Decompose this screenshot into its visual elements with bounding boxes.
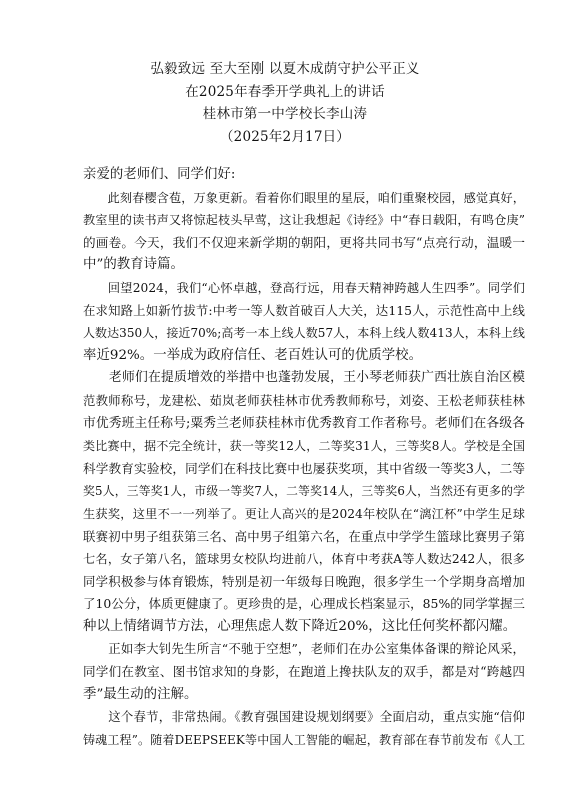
body-line: 中”的教育诗篇。 (83, 257, 184, 273)
body-line: 生获奖，这里不一一列举了。更让人高兴的是2024年校队在“漓江杯”中学生足球 (83, 506, 525, 521)
body-line: 此刻春樱含苞，万象更新。看着你们眼里的星辰，咱们重聚校园，感觉真好， (83, 190, 525, 205)
body-line: 率近92%。一举成为政府信任、老百姓认可的优质学校。 (83, 347, 423, 363)
body-line: 类比赛中，据不完全统计，获一等奖12人，二等奖31人，三等奖8人。学校是全国 (83, 439, 525, 454)
body-line: 这个春节，非常热闹。《教育强国建设规划纲要》全面启动，重点实施“信仰 (83, 709, 525, 725)
body-line: 的画卷。今天，我们不仅迎来新学期的朝阳，更将共同书写“点亮行动，温暖一 (83, 234, 525, 250)
body-line: 季”最生动的注解。 (83, 686, 198, 702)
body-line: 种以上情绪调节方法，心理焦虑人数下降近20%，这比任何奖杯都闪耀。 (83, 618, 517, 634)
speech-title: 弘毅致远 至大至刚 以夏木成荫守护公平正义 (150, 61, 420, 77)
body-line: 铸魂工程”。随着DEEPSEEK等中国人工智能的崛起，教育部在春节前发布《人工 (83, 732, 525, 747)
body-line: 科学教育实验校，同学们在科技比赛中也屡获奖项，其中省级一等奖3人，二等 (83, 460, 525, 476)
body-line: 市优秀班主任称号;粟秀兰老师获桂林市优秀教育工作者称号。老师们在各级各 (83, 415, 525, 431)
body-line: 联赛初中男子组获第三名、高中男子组第六名，在重点中学学生篮球比赛男子第 (83, 528, 525, 544)
body-line: 奖5人，三等奖1人，市级一等奖7人，二等奖14人，三等奖6人，当然还有更多的学 (83, 484, 525, 499)
salutation-line: 亲爱的老师们、同学们好: (83, 167, 236, 182)
body-line: 范教师称号，龙建松、茹岚老师获桂林市优秀教师称号，刘姿、王松老师获桂林 (83, 392, 525, 408)
speech-date: （2025年2月17日） (219, 128, 351, 145)
speech-header (0, 58, 570, 148)
body-line: 在求知路上如新竹拔节:中考一等人数首破百人大关，达115人，示范性高中上线 (83, 302, 525, 318)
body-line: 同学积极参与体育锻炼，特别是初一年级每日晚跑，很多学生一个学期身高增加 (83, 573, 525, 589)
body-line: 七名，女子第八名，篮球男女校队均进前八，体育中考获A等人数达242人，很多 (83, 552, 525, 567)
speech-body (83, 164, 525, 751)
body-line: 回望2024，我们“心怀卓越，登高行远，用春天精神跨越人生四季”。同学们 (83, 280, 525, 295)
body-line: 同学们在教室、图书馆求知的身影，在跑道上搀扶队友的双手，都是对“跨越四 (83, 664, 525, 680)
body-line: 正如李大钊先生所言“不驰于空想”，老师们在办公室集体备课的辩论风采， (83, 641, 525, 657)
body-line: 教室里的读书声又将惊起枝头早莺，这让我想起《诗经》中“春日载阳，有鸣仓庚” (83, 213, 525, 228)
body-line: 了10公分，体质更健康了。更珍贵的是，心理成长档案显示，85%的同学掌握三 (83, 596, 525, 612)
body-line: 人数达350人，接近70%;高考一本上线人数57人，本科上线人数413人，本科上线 (83, 326, 525, 341)
speaker-name: 桂林市第一中学校长李山涛 (202, 106, 368, 122)
body-line: 老师们在提质增效的举措中也蓬勃发展，王小琴老师获广西壮族自治区模 (83, 370, 525, 386)
speech-occasion: 在2025年春季开学典礼上的讲话 (185, 83, 385, 100)
